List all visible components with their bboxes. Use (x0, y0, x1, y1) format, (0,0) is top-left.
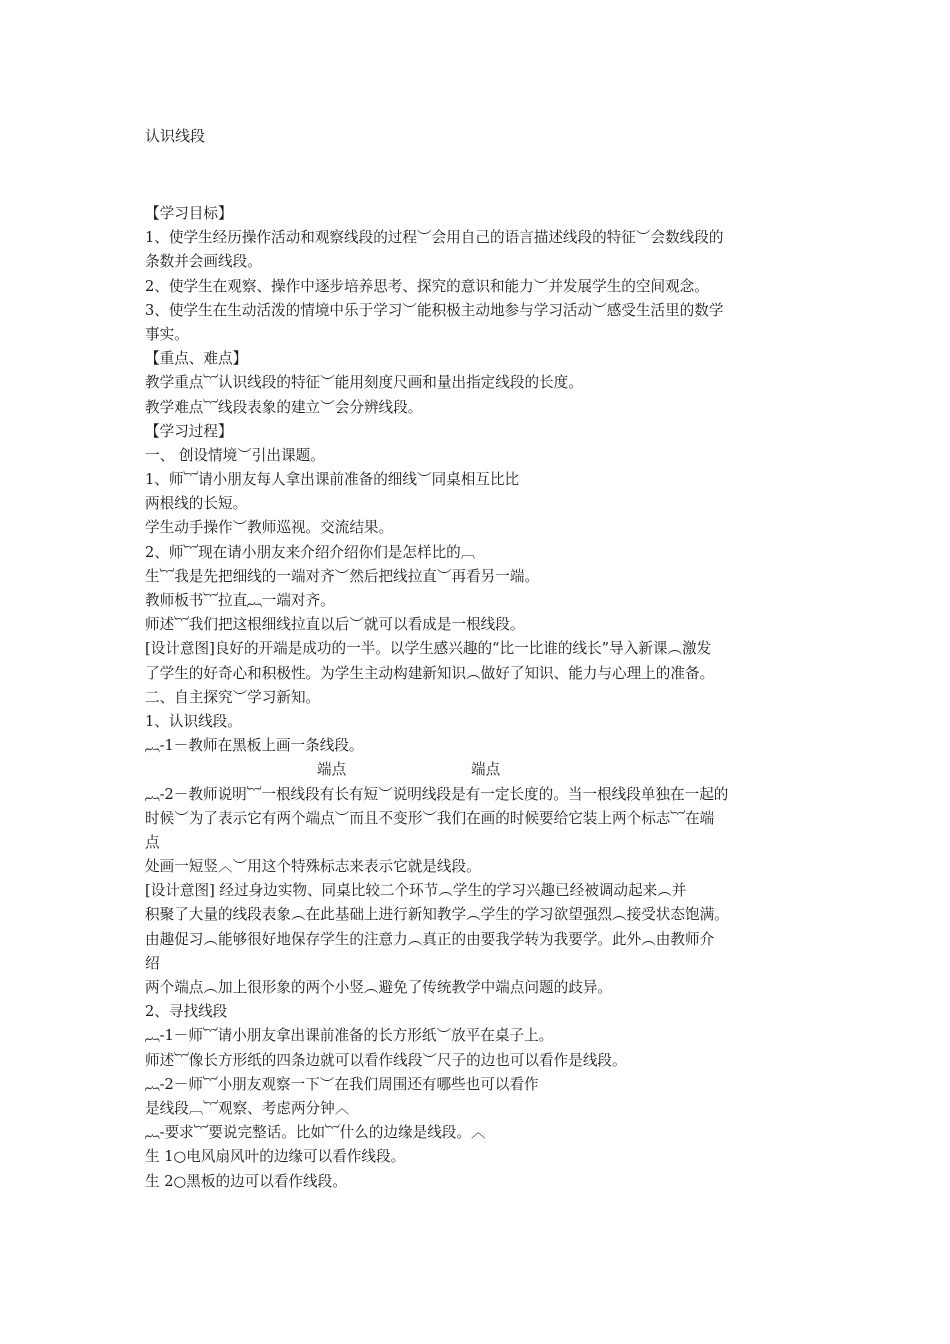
text-line: 2、寻找线段 (145, 1003, 228, 1021)
text-line: 生︸我是先把细线的一端对齐︶然后把线拉直︶再看另一端。 (145, 567, 540, 585)
text-line: 处画一短竖︿︶用这个特殊标志来表示它就是线段。 (145, 858, 481, 876)
text-line: ︷-2－教师说明︸一根线段有长有短︶说明线段是有一定长度的。当一根线段单独在一起的 (145, 785, 729, 803)
text-line: 师述︸我们把这根细线拉直以后︶就可以看成是一根线段。 (145, 616, 525, 634)
endpoint-label-left: 端点 (317, 761, 347, 779)
text-line: 【学习目标】 (145, 205, 233, 222)
text-line: 二、自主探究︶学习新知。 (145, 688, 321, 706)
text-line: 生 2○黑板的边可以看作线段。 (145, 1172, 347, 1190)
text-line: 教学难点︸线段表象的建立︶会分辨线段。 (145, 398, 423, 416)
text-line: 1、师︸请小朋友每人拿出课前准备的细线︶同桌相互比比 (145, 471, 520, 489)
text-line: ︷-1－教师在黑板上画一条线段。 (145, 737, 364, 755)
document-body (145, 202, 813, 1194)
text-line: [设计意图]良好的开端是成功的一半。以学生感兴趣的“比一比谁的线长”导入新课︵激发 (145, 640, 712, 658)
text-line: 条数并会画线段。 (145, 253, 262, 271)
text-line: 两个端点︵加上很形象的两个小竖︵避免了传统教学中端点问题的歧异。 (145, 979, 613, 996)
text-block-after-endpoints (145, 783, 813, 1194)
text-line: 了学生的好奇心和积极性。为学生主动构建新知识︵做好了知识、能力与心理上的准备。 (145, 664, 715, 682)
text-line: 1、认识线段。 (145, 712, 242, 730)
endpoint-label-right: 端点 (471, 761, 501, 779)
text-line: 2、师︸现在请小朋友来介绍介绍你们是怎样比的︹ (145, 543, 476, 561)
text-line: 教学重点︸认识线段的特征︶能用刻度尺画和量出指定线段的长度。 (145, 374, 583, 392)
text-line: 一、 创设情境︶引出课题。 (145, 446, 325, 464)
text-line: ︷-1－师︸请小朋友拿出课前准备的长方形纸︶放平在桌子上。 (145, 1027, 554, 1045)
text-line: 是线段︹︸观察、考虑两分钟︿ (145, 1099, 350, 1117)
text-line: 积聚了大量的线段表象︵在此基础上进行新知教学︵学生的学习欲望强烈︵接受状态饱满。 (145, 906, 729, 924)
text-line: 【学习过程】 (145, 422, 233, 440)
text-line: ︷-2－师︸小朋友观察一下︶在我们周围还有哪些也可以看作 (145, 1075, 539, 1093)
text-line: 生 1○电风扇风叶的边缘可以看作线段。 (145, 1148, 406, 1166)
endpoint-label-row (145, 758, 813, 782)
text-line: 时候︶为了表示它有两个端点︶而且不变形︶我们在画的时候要给它装上两个标志︸在端 (145, 809, 715, 827)
text-line: 绍 (145, 954, 160, 972)
text-line: 两根线的长短。 (145, 495, 248, 513)
text-line: ︷-要求︸要说完整话。比如︸什么的边缘是线段。︿ (145, 1124, 486, 1142)
text-line: 3、使学生在生动活泼的情境中乐于学习︶能积极主动地参与学习活动︶感受生活里的数学 (145, 301, 724, 319)
text-line: 【重点、难点】 (145, 350, 248, 368)
text-line: 由趣促习︵能够很好地保存学生的注意力︵真正的由要我学转为我要学。此外︵由教师介 (145, 930, 715, 948)
text-line: 学生动手操作︶教师巡视。交流结果。 (145, 519, 394, 537)
text-line: 点 (145, 833, 160, 851)
text-block-before-endpoints (145, 202, 813, 758)
text-line: 教师板书︸拉直︷一端对齐。 (145, 592, 335, 609)
text-line: 师述︸像长方形纸的四条边就可以看作线段︶尺子的边也可以看作是线段。 (145, 1051, 627, 1069)
document-title: 认识线段 (145, 127, 206, 145)
text-line: 2、使学生在观察、操作中逐步培养思考、探究的意识和能力︶并发展学生的空间观念。 (145, 277, 709, 295)
text-line: [设计意图] 经过身边实物、同桌比较二个环节︵学生的学习兴趣已经被调动起来︵并 (145, 882, 687, 900)
text-line: 1、使学生经历操作活动和观察线段的过程︶会用自己的语言描述线段的特征︶会数线段的 (145, 229, 724, 247)
text-line: 事实。 (145, 325, 189, 343)
